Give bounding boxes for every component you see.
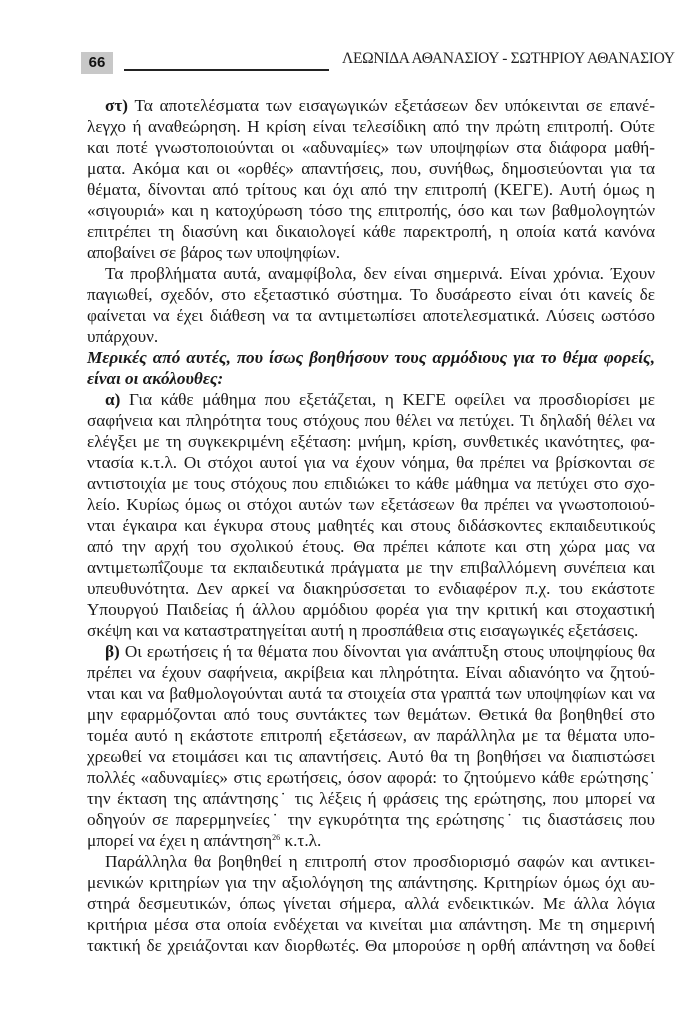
text-line: λείο. Κυρίως όμως οι στόχοι αυτών των εξετάσεων θα πρέπει να γνωστοποιού- [87, 495, 655, 514]
text-line: την έκταση της απάντησης˙ τις λέξεις ή φράσεις της ερώτησης, που μπορεί να [87, 789, 655, 808]
running-head: ΛΕΩΝΙΔΑ ΑΘΑΝΑΣΙΟΥ - ΣΩΤΗΡΙΟΥ ΑΘΑΝΑΣΙΟΥ [342, 50, 675, 67]
text-line: τακτική δε χρειάζονται καν διορθωτές. Θα μπορούσε η ορθή απάντηση να δοθεί [87, 936, 655, 955]
text-line: αντιμετωπΐζουμε τα εκπαιδευτικά πράγματα με την επιβαλλόμενη συνέπεια και [87, 558, 655, 577]
paragraph-b-line: β) Οι ερωτήσεις ή τα θέματα που δίνονται για ανάπτυξη στους υποψηφίους θα [105, 642, 655, 661]
body-text [87, 95, 655, 956]
text-line: επιτρέπει τη διασύνη και δικαιολογεί κάθε παρεκτροπή, η οποία κατά κανόνα [87, 222, 655, 241]
text-line: υπάρχουν. [87, 327, 159, 346]
text-line: μπορεί να έχει η απάντηση$^{26}$ κ.τ.λ. [87, 831, 322, 850]
item-label: β) [105, 642, 120, 661]
section-heading: Μερικές από αυτές, που ίσως βοηθήσουν τους αρμόδιους για το θέμα φορείς, [87, 348, 655, 367]
text-line: χρεωθεί να ετοιμάσει και τις απαντήσεις. Αυτό θα τη βοηθήσει να διαπιστώσει [87, 747, 655, 766]
text-line: μην εφαρμόζονται από τους συντάκτες των θεμάτων. Θετικά θα βοηθηθεί στο [87, 705, 655, 724]
page-number: 66 [81, 52, 113, 74]
text-line: ντασία κ.τ.λ. Οι στόχοι αυτοί για να έχουν νόημα, θα πρέπει να βρίσκονται σε [87, 453, 655, 472]
text-line: «σιγουριά» και η κατοχύρωση τόσο της επιτροπής, όσο και των βαθμολογητών [87, 201, 655, 220]
text-line: σκέψη και να καταστρατηγείται αυτή η προσπάθεια στις εισαγωγικές εξετάσεις. [87, 621, 639, 640]
text-line: στηρά δεσμευτικών, όπως γίνεται σήμερα, αλλά ενδεικτικών. Με άλλα λόγια [87, 894, 655, 913]
text-line: σαφήνεια και πληρότητα τους στόχους που θέλει να πετύχει. Τι δηλαδή θέλει να [87, 411, 655, 430]
page-header [0, 0, 680, 90]
item-label: στ) [105, 96, 128, 115]
text-line: θέματα, δίνονται από τρίτους και όχι από την επιτροπή (ΚΕΓΕ). Αυτή όμως η [87, 180, 655, 199]
text-line: κριτήρια μέσα στα οποία ενδέχεται να κινείται μια απάντηση. Με τη σημερινή [87, 915, 655, 934]
text-line: Τα προβλήματα αυτά, αναμφίβολα, δεν είναι σημερινά. Είναι χρόνια. Έχουν [105, 264, 655, 283]
text-line: και ποτέ γνωστοποιούνται οι «αδυναμίες» των υποψηφίων στα διάφορα μαθή- [87, 138, 655, 157]
text-line: νται έγκαιρα και έγκυρα στους μαθητές και στους διδάσκοντες εκπαιδευτικούς [87, 516, 655, 535]
text-line: υπευθυνότητα. Δεν αρκεί να διακηρύσσεται το ενδιαφέρον π.χ. του εκάστοτε [87, 579, 655, 598]
text-line: φαίνεται να έχει διάθεση να τα αντιμετωπίσει αποτελεσματικά. Λύσεις ωστόσο [87, 306, 655, 325]
text-line: τομέα αυτό η εκάστοτε επιτροπή εξετάσεων, αν παράλληλα με τα θέματα υπο- [87, 726, 655, 745]
text-line: οδηγούν σε παρερμηνείες˙ την εγκυρότητα της ερώτησης˙ τις διαστάσεις που [87, 810, 655, 829]
text-line: νται και να βαθμολογούνται αυτά τα στοιχεία στα γραπτά των υποψηφίων και να [87, 684, 655, 703]
footnote-ref[interactable]: 26 [272, 833, 281, 842]
text-line: πρέπει να έχουν σαφήνεια, ακρίβεια και πληρότητα. Είναι αδιανόητο να ζητού- [87, 663, 655, 682]
text-line: Παράλληλα θα βοηθηθεί η επιτροπή στον προσδιορισμό σαφών και αντικει- [105, 852, 655, 871]
paragraph-st-line: στ) Τα αποτελέσματα των εισαγωγικών εξετάσεων δεν υπόκεινται σε επανέ- [105, 96, 655, 115]
text-line: παγιωθεί, σχεδόν, στο εξεταστικό σύστημα. Το δυσάρεστο είναι ότι κανείς δε [87, 285, 655, 304]
paragraph-a-line: α) Για κάθε μάθημα που εξετάζεται, η ΚΕΓΕ οφείλει να προσδιορίσει με [105, 390, 655, 409]
text-line: μενικών κριτηρίων για την αξιολόγηση της απάντησης. Κριτηρίων όμως όχι αυ- [87, 873, 655, 892]
text-line: από την αρχή του σχολικού έτους. Θα πρέπει κάποτε και στη χώρα μας να [87, 537, 655, 556]
header-rule [124, 69, 329, 71]
text-line: πολλές «αδυναμίες» στις ερωτήσεις, όσον αφορά: το ζητούμενο κάθε ερώτησης˙ [87, 768, 655, 787]
text-line: Υπουργού Παιδείας ή άλλου αρμόδιου φορέα για την κριτική και στοχαστική [87, 600, 655, 619]
text-line: ελέγξει με τη συγκεκριμένη εξέταση: μνήμη, κρίση, συνθετικές ικανότητες, φα- [87, 432, 655, 451]
item-label: α) [105, 390, 121, 409]
text-line: αποβαίνει σε βάρος των υποψηφίων. [87, 243, 341, 262]
text-line: αντιστοιχία με τους στόχους που επιδιώκει το κάθε μάθημα να πετύχει στο σχο- [87, 474, 655, 493]
text-line: λεγχο ή αναθεώρηση. Η κρίση είναι τελεσίδικη από την πρώτη επιτροπή. Ούτε [87, 117, 655, 136]
text-line: ματα. Ακόμα και οι «ορθές» απαντήσεις, που, συνήθως, δημοσιεύονται για τα [87, 159, 655, 178]
section-heading: είναι οι ακόλουθες: [87, 369, 224, 388]
